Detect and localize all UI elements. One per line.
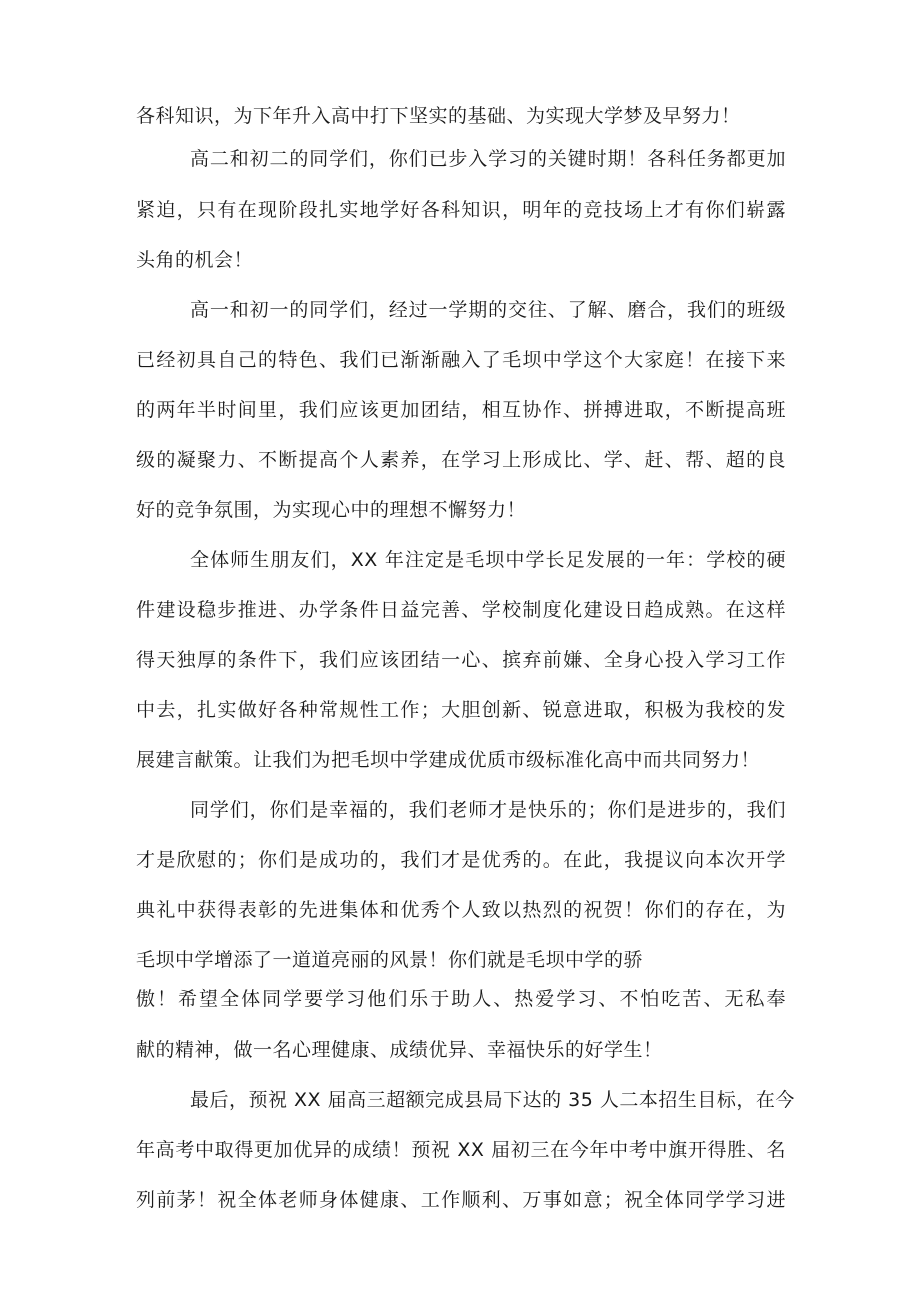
text-line: 高一和初一的同学们，经过一学期的交往、了解、磨合，我们的班级 [190, 299, 786, 321]
text-line: 的两年半时间里，我们应该更加团结，相互协作、拼搏进取，不断提高班 [136, 399, 786, 421]
text-line: 已经初具自己的特色、我们已渐渐融入了毛坝中学这个大家庭！在接下来 [136, 349, 786, 371]
text-line: 得天独厚的条件下，我们应该团结一心、摈弃前嫌、全身心投入学习工作 [136, 649, 786, 671]
text-line: 好的竞争氛围，为实现心中的理想不懈努力！ [136, 499, 527, 521]
text-line: 全体师生朋友们，XX 年注定是毛坝中学长足发展的一年：学校的硬 [190, 549, 786, 571]
text-line: 才是欣慰的；你们是成功的，我们才是优秀的。在此，我提议向本次开学 [136, 849, 786, 871]
text-line: 列前茅！祝全体老师身体健康、工作顺利、万事如意；祝全体同学学习进 [136, 1189, 786, 1211]
text-line: 毛坝中学增添了一道道亮丽的风景！你们就是毛坝中学的骄 [136, 949, 644, 971]
text-line: 各科知识，为下年升入高中打下坚实的基础、为实现大学梦及早努力！ [136, 105, 741, 127]
text-line: 同学们，你们是幸福的，我们老师才是快乐的；你们是进步的，我们 [190, 799, 786, 821]
text-line: 展建言献策。让我们为把毛坝中学建成优质市级标准化高中而共同努力！ [136, 749, 761, 771]
text-line: 年高考中取得更加优异的成绩！预祝 XX 届初三在今年中考中旗开得胜、名 [136, 1139, 786, 1161]
text-line: 最后，预祝 XX 届高三超额完成县局下达的 35 人二本招生目标，在今 [190, 1089, 795, 1111]
text-line: 头角的机会！ [136, 249, 254, 271]
text-line: 件建设稳步推进、办学条件日益完善、学校制度化建设日趋成熟。在这样 [136, 599, 786, 621]
text-line: 典礼中获得表彰的先进集体和优秀个人致以热烈的祝贺！你们的存在，为 [136, 899, 786, 921]
text-line: 中去，扎实做好各种常规性工作；大胆创新、锐意进取，积极为我校的发 [136, 699, 786, 721]
text-line: 傲！希望全体同学要学习他们乐于助人、热爱学习、不怕吃苦、无私奉 [136, 988, 786, 1010]
text-line: 高二和初二的同学们，你们已步入学习的关键时期！各科任务都更加 [190, 148, 786, 170]
text-line: 献的精神，做一名心理健康、成绩优异、幸福快乐的好学生！ [136, 1039, 663, 1061]
text-line: 级的凝聚力、不断提高个人素养，在学习上形成比、学、赶、帮、超的良 [136, 449, 786, 471]
text-line: 紧迫，只有在现阶段扎实地学好各科知识，明年的竞技场上才有你们崭露 [136, 199, 786, 221]
